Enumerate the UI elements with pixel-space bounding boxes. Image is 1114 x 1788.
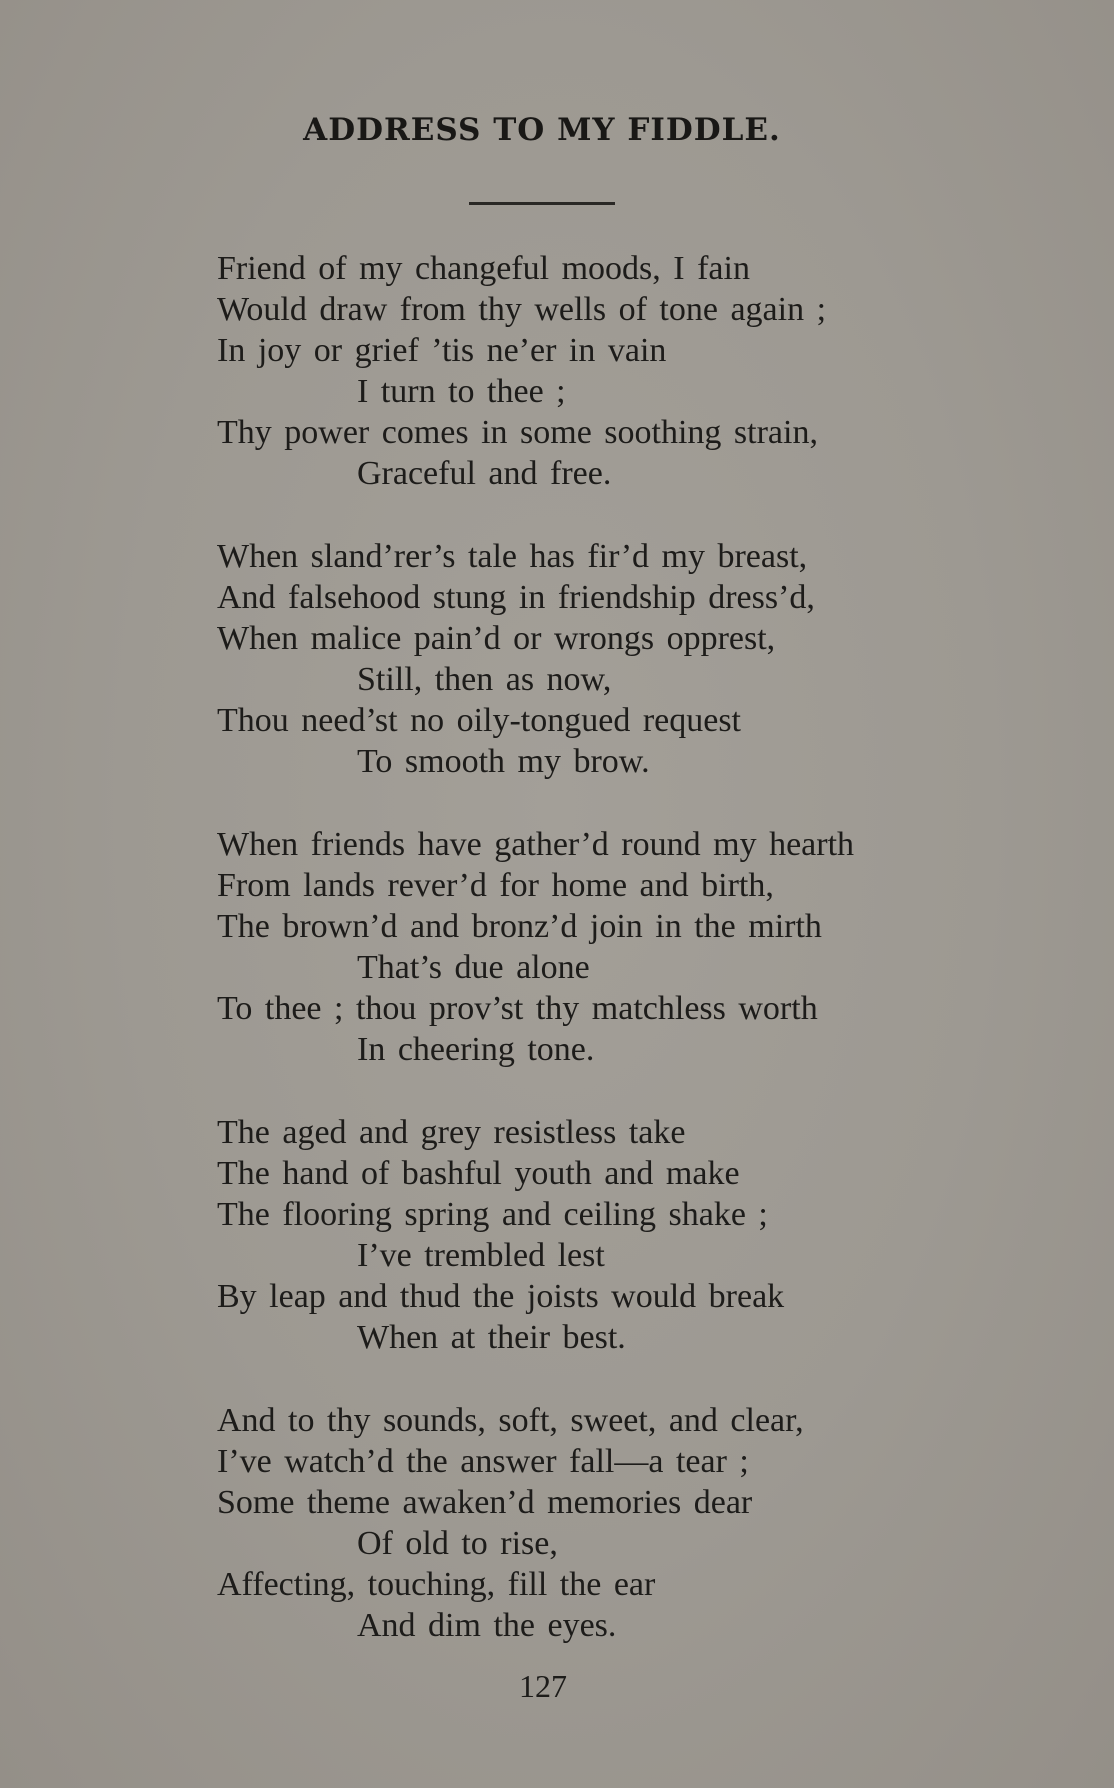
poem-line-indented: I turn to thee ; [357, 373, 566, 410]
poem-title: ADDRESS TO MY FIDDLE. [303, 112, 781, 148]
poem-line: The flooring spring and ceiling shake ; [217, 1196, 768, 1233]
poem-line: To thee ; thou prov’st thy matchless worth [217, 990, 818, 1027]
poem-line-indented: Still, then as now, [357, 661, 612, 698]
title-divider [469, 202, 615, 205]
poem-line: Affecting, touching, fill the ear [217, 1566, 656, 1603]
poem-line-indented: When at their best. [357, 1319, 626, 1356]
poem-line-indented: In cheering tone. [357, 1031, 595, 1068]
poem-line: The brown’d and bronz’d join in the mirth [217, 908, 822, 945]
poem-line: When friends have gather’d round my hearth [217, 826, 855, 863]
poem-body [217, 248, 937, 1688]
stanza-2 [217, 536, 937, 824]
stanza-1 [217, 248, 937, 536]
poem-line: The aged and grey resistless take [217, 1114, 686, 1151]
poem-line: I’ve watch’d the answer fall—a tear ; [217, 1443, 749, 1480]
poem-line: When malice pain’d or wrongs opprest, [217, 620, 776, 657]
poem-line: In joy or grief ’tis ne’er in vain [217, 332, 667, 369]
poem-line: When sland’rer’s tale has fir’d my breast, [217, 538, 808, 575]
poem-line: Thou need’st no oily-tongued request [217, 702, 742, 739]
poem-line: And falsehood stung in friendship dress’d, [217, 579, 815, 616]
poem-line: By leap and thud the joists would break [217, 1278, 785, 1315]
poem-line-indented: Of old to rise, [357, 1525, 558, 1562]
poem-line: From lands rever’d for home and birth, [217, 867, 774, 904]
page-number: 127 [519, 1668, 567, 1704]
poem-line-indented: And dim the eyes. [357, 1607, 617, 1644]
poem-line-indented: To smooth my brow. [357, 743, 650, 780]
poem-line: The hand of bashful youth and make [217, 1155, 740, 1192]
poem-line-indented: I’ve trembled lest [357, 1237, 605, 1274]
stanza-5 [217, 1400, 937, 1688]
stanza-4 [217, 1112, 937, 1400]
poem-line-indented: That’s due alone [357, 949, 590, 986]
poem-line: Some theme awaken’d memories dear [217, 1484, 753, 1521]
stanza-3 [217, 824, 937, 1112]
poem-line: Would draw from thy wells of tone again ; [217, 291, 827, 328]
poem-line: And to thy sounds, soft, sweet, and clear, [217, 1402, 804, 1439]
poem-line-indented: Graceful and free. [357, 455, 612, 492]
poem-line: Thy power comes in some soothing strain, [217, 414, 818, 451]
poem-line: Friend of my changeful moods, I fain [217, 250, 750, 287]
